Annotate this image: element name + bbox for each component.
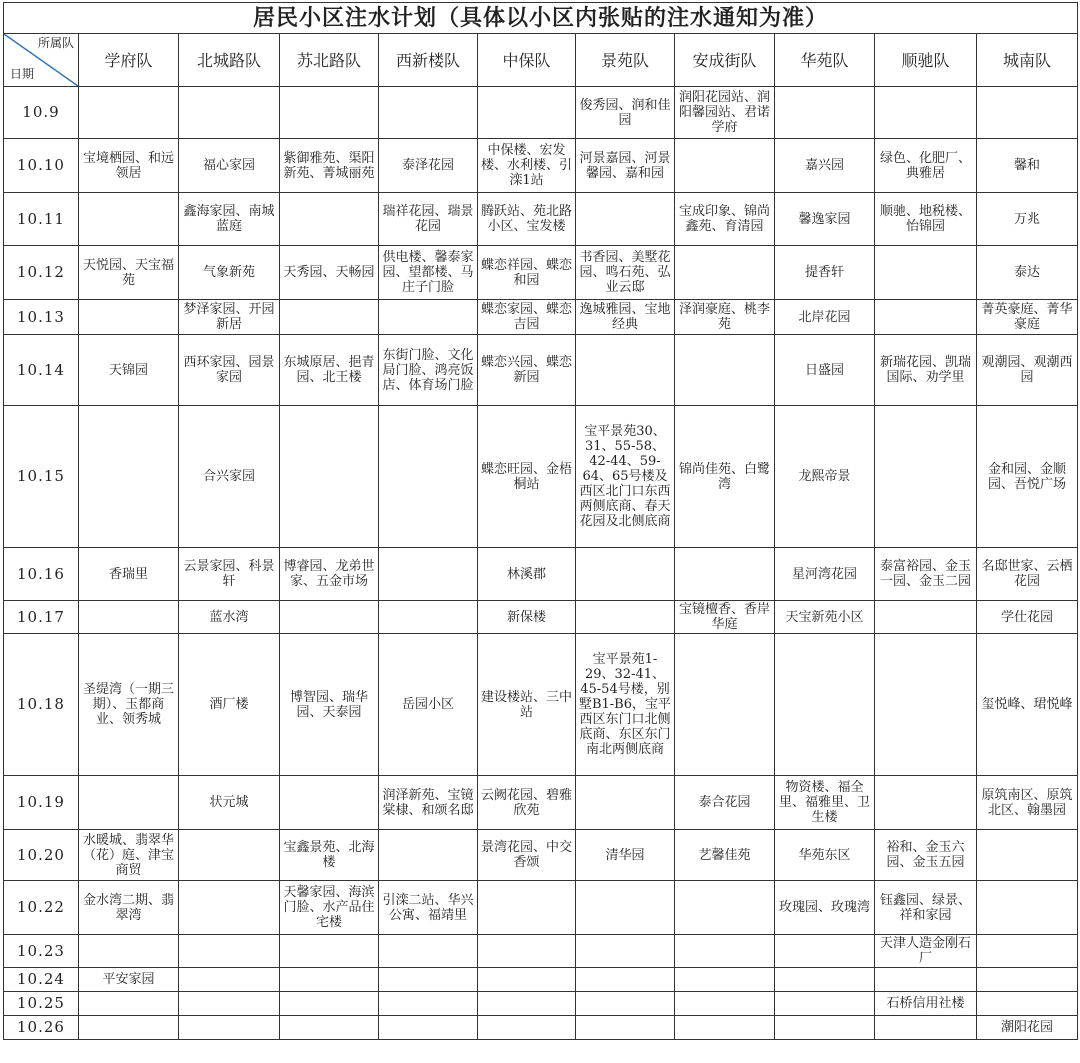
table-cell: 西环家园、园景家园 [179, 335, 280, 406]
table-cell: 万兆 [977, 193, 1078, 246]
table-cell [280, 300, 379, 335]
table-cell: 泰达 [977, 246, 1078, 300]
table-cell: 合兴家园 [179, 406, 280, 548]
column-header: 北城路队 [179, 34, 280, 87]
table-cell [379, 406, 478, 548]
table-row [4, 246, 1078, 300]
table-cell: 金水湾二期、翡翠湾 [79, 881, 179, 935]
table-cell: 紫御雅苑、渠阳新苑、菁城丽苑 [280, 139, 379, 193]
table-cell [775, 1016, 875, 1040]
table-cell [576, 968, 675, 992]
table-cell [875, 968, 977, 992]
row-date: 10.9 [4, 87, 79, 139]
table-cell [379, 992, 478, 1016]
table-row [4, 139, 1078, 193]
table-cell: 云阙花园、碧雅欣苑 [478, 776, 576, 830]
table-cell: 玫瑰园、玫瑰湾 [775, 881, 875, 935]
table-cell: 云景家园、科景轩 [179, 548, 280, 601]
table-cell [675, 548, 775, 601]
table-cell [576, 992, 675, 1016]
table-cell: 宝境栖园、和远领居 [79, 139, 179, 193]
row-date: 10.11 [4, 193, 79, 246]
table-cell [179, 881, 280, 935]
team-axis-label: 所属队 [37, 36, 74, 50]
table-cell: 宝鑫景苑、北海楼 [280, 830, 379, 881]
column-header: 学府队 [79, 34, 179, 87]
table-row [4, 335, 1078, 406]
column-header: 顺驰队 [875, 34, 977, 87]
table-cell [775, 968, 875, 992]
table-cell [379, 968, 478, 992]
row-date: 10.25 [4, 992, 79, 1016]
table-row [4, 406, 1078, 548]
table-cell [478, 992, 576, 1016]
table-cell: 泰富裕园、金玉一园、金玉二园 [875, 548, 977, 601]
table-cell: 平安家园 [79, 968, 179, 992]
table-cell: 润泽新苑、宝镜棠棣、和颂名邸 [379, 776, 478, 830]
table-cell: 潮阳花园 [977, 1016, 1078, 1040]
table-cell [179, 935, 280, 968]
table-cell: 河景嘉园、河景馨园、嘉和园 [576, 139, 675, 193]
table-cell: 馨逸家园 [775, 193, 875, 246]
table-cell [576, 193, 675, 246]
table-cell [675, 634, 775, 776]
table-cell [875, 1016, 977, 1040]
row-date: 10.19 [4, 776, 79, 830]
table-cell [379, 935, 478, 968]
table-row [4, 601, 1078, 634]
table-cell [775, 935, 875, 968]
table-cell [79, 601, 179, 634]
table-cell [675, 1016, 775, 1040]
table-cell [478, 881, 576, 935]
row-date: 10.14 [4, 335, 79, 406]
page-title: 居民小区注水计划（具体以小区内张贴的注水通知为准） [4, 3, 1078, 34]
table-cell: 观潮园、观潮西园 [977, 335, 1078, 406]
table-cell: 逸城雅园、宝地经典 [576, 300, 675, 335]
table-cell: 梦泽家园、开园新居 [179, 300, 280, 335]
table-cell: 菁英豪庭、菁华豪庭 [977, 300, 1078, 335]
table-cell [280, 1016, 379, 1040]
table-cell: 宝镜檀香、香岸华庭 [675, 601, 775, 634]
column-header: 华苑队 [775, 34, 875, 87]
table-cell: 天锦园 [79, 335, 179, 406]
table-cell: 新保楼 [478, 601, 576, 634]
table-row [4, 548, 1078, 601]
row-date: 10.15 [4, 406, 79, 548]
table-cell: 艺馨佳苑 [675, 830, 775, 881]
table-cell: 天津人造金刚石厂 [875, 935, 977, 968]
table-cell [79, 406, 179, 548]
column-header: 城南队 [977, 34, 1078, 87]
table-cell: 鑫海家园、南城蓝庭 [179, 193, 280, 246]
table-cell: 龙熙帝景 [775, 406, 875, 548]
row-date: 10.17 [4, 601, 79, 634]
table-cell: 林溪郡 [478, 548, 576, 601]
table-cell: 华苑东区 [775, 830, 875, 881]
table-cell [576, 601, 675, 634]
table-cell: 天秀园、天畅园 [280, 246, 379, 300]
table-cell: 俊秀园、润和佳园 [576, 87, 675, 139]
table-cell: 提香轩 [775, 246, 875, 300]
table-cell: 酒厂楼 [179, 634, 280, 776]
table-cell: 博睿园、龙弟世家、五金市场 [280, 548, 379, 601]
table-cell: 北岸花园 [775, 300, 875, 335]
table-cell [675, 881, 775, 935]
table-cell [977, 935, 1078, 968]
row-date: 10.23 [4, 935, 79, 968]
table-cell [379, 601, 478, 634]
table-cell [179, 968, 280, 992]
table-cell [675, 246, 775, 300]
table-cell: 引滦二站、华兴公寓、福靖里 [379, 881, 478, 935]
table-cell: 中保楼、宏发楼、水利楼、引滦1站 [478, 139, 576, 193]
date-axis-label: 日期 [10, 67, 35, 81]
table-cell [179, 1016, 280, 1040]
table-cell [775, 992, 875, 1016]
table-row [4, 1016, 1078, 1040]
table-cell [576, 335, 675, 406]
row-date: 10.12 [4, 246, 79, 300]
table-row [4, 935, 1078, 968]
column-header: 西新楼队 [379, 34, 478, 87]
table-cell [875, 406, 977, 548]
table-cell [179, 992, 280, 1016]
column-header: 景苑队 [576, 34, 675, 87]
table-cell: 建设楼站、三中站 [478, 634, 576, 776]
table-cell [79, 300, 179, 335]
table-cell [675, 139, 775, 193]
table-cell [675, 935, 775, 968]
table-cell: 玺悦峰、珺悦峰 [977, 634, 1078, 776]
table-cell [79, 87, 179, 139]
table-row [4, 87, 1078, 139]
table-cell [478, 1016, 576, 1040]
table-cell [478, 968, 576, 992]
table-cell: 蝶恋祥园、蝶恋和园 [478, 246, 576, 300]
corner-header-cell [4, 34, 79, 87]
table-cell [775, 634, 875, 776]
table-cell [977, 881, 1078, 935]
table-row [4, 776, 1078, 830]
table-cell [280, 935, 379, 968]
table-cell: 清华园 [576, 830, 675, 881]
table-cell [675, 335, 775, 406]
table-cell: 腾跃站、苑北路小区、宝发楼 [478, 193, 576, 246]
table-cell [379, 87, 478, 139]
table-cell [280, 776, 379, 830]
row-date: 10.24 [4, 968, 79, 992]
row-date: 10.10 [4, 139, 79, 193]
table-cell: 东街门脸、文化局门脸、鸿亮饭店、体育场门脸 [379, 335, 478, 406]
table-cell [280, 406, 379, 548]
table-cell [379, 830, 478, 881]
row-date: 10.13 [4, 300, 79, 335]
table-cell: 博智园、瑞华园、天泰园 [280, 634, 379, 776]
water-plan-table [3, 2, 1078, 1040]
table-cell [875, 87, 977, 139]
table-cell: 润阳花园站、润阳馨园站、君诺学府 [675, 87, 775, 139]
table-cell: 泰泽花园 [379, 139, 478, 193]
table-cell: 蝶恋旺园、金梧桐站 [478, 406, 576, 548]
table-cell: 泽润豪庭、桃李苑 [675, 300, 775, 335]
table-cell [675, 992, 775, 1016]
table-cell [775, 87, 875, 139]
table-row [4, 634, 1078, 776]
table-cell: 日盛园 [775, 335, 875, 406]
table-cell [576, 881, 675, 935]
table-body [4, 87, 1078, 1040]
table-cell: 供电楼、馨泰家园、望都楼、马庄子门脸 [379, 246, 478, 300]
table-cell [280, 87, 379, 139]
table-cell: 水暖城、翡翠华（花）庭、津宝商贸 [79, 830, 179, 881]
table-cell [79, 935, 179, 968]
table-row [4, 968, 1078, 992]
table-cell: 物资楼、福全里、福雅里、卫生楼 [775, 776, 875, 830]
table-cell: 宝平景苑30、31、55-58、42-44、59-64、65号楼及西区北门口东西两侧底商、春天花园及北侧底商 [576, 406, 675, 548]
table-cell: 宝成印象、锦尚鑫苑、育清园 [675, 193, 775, 246]
table-cell: 学仕花园 [977, 601, 1078, 634]
table-cell: 蝶恋兴园、蝶恋新园 [478, 335, 576, 406]
table-cell: 东城原居、挹青园、北王楼 [280, 335, 379, 406]
table-cell [379, 548, 478, 601]
table-cell [977, 992, 1078, 1016]
table-cell: 景湾花园、中交香颂 [478, 830, 576, 881]
table-cell [977, 87, 1078, 139]
table-cell: 锦尚佳苑、白鹭湾 [675, 406, 775, 548]
table-cell [576, 935, 675, 968]
table-cell [576, 776, 675, 830]
table-cell: 星河湾花园 [775, 548, 875, 601]
table-cell: 钰鑫园、绿景、祥和家园 [875, 881, 977, 935]
table-cell [478, 935, 576, 968]
table-cell: 石桥信用社楼 [875, 992, 977, 1016]
table-cell [280, 992, 379, 1016]
row-date: 10.22 [4, 881, 79, 935]
table-cell: 书香园、美墅花园、鸣石苑、弘业云邸 [576, 246, 675, 300]
table-cell: 泰合花园 [675, 776, 775, 830]
table-cell [79, 776, 179, 830]
column-header: 苏北路队 [280, 34, 379, 87]
table-cell [875, 634, 977, 776]
table-cell: 新瑞花园、凯瑞国际、劝学里 [875, 335, 977, 406]
table-cell: 蝶恋家园、蝶恋吉园 [478, 300, 576, 335]
table-cell [79, 992, 179, 1016]
table-cell [379, 300, 478, 335]
table-cell: 状元城 [179, 776, 280, 830]
table-cell [79, 193, 179, 246]
table-cell [280, 968, 379, 992]
table-cell: 气象新苑 [179, 246, 280, 300]
table-cell [675, 968, 775, 992]
header-row [4, 34, 1078, 87]
table-cell: 天悦园、天宝福苑 [79, 246, 179, 300]
table-cell: 蓝水湾 [179, 601, 280, 634]
table-cell [379, 1016, 478, 1040]
table-cell [478, 87, 576, 139]
table-cell [280, 601, 379, 634]
row-date: 10.18 [4, 634, 79, 776]
table-row [4, 193, 1078, 246]
table-cell: 圣缇湾（一期三期）、玉都商业、领秀城 [79, 634, 179, 776]
table-cell [875, 601, 977, 634]
table-cell: 原筑南区、原筑北区、翰墨园 [977, 776, 1078, 830]
table-cell: 绿色、化肥厂、典雅居 [875, 139, 977, 193]
table-cell: 天馨家园、海滨门脸、水产品住宅楼 [280, 881, 379, 935]
table-cell [576, 1016, 675, 1040]
table-cell: 香瑞里 [79, 548, 179, 601]
table-row [4, 830, 1078, 881]
table-cell: 金和园、金顺园、吾悦广场 [977, 406, 1078, 548]
row-date: 10.26 [4, 1016, 79, 1040]
table-cell [977, 968, 1078, 992]
table-cell [875, 300, 977, 335]
table-row [4, 992, 1078, 1016]
table-cell: 天宝新苑小区 [775, 601, 875, 634]
table-cell [977, 830, 1078, 881]
table-cell [179, 830, 280, 881]
table-cell: 岳园小区 [379, 634, 478, 776]
table-cell: 裕和、金玉六园、金玉五园 [875, 830, 977, 881]
table-cell [179, 87, 280, 139]
table-row [4, 881, 1078, 935]
table-cell: 福心家园 [179, 139, 280, 193]
table-cell: 馨和 [977, 139, 1078, 193]
table-cell [875, 776, 977, 830]
table-cell: 顺驰、地税楼、怡锦园 [875, 193, 977, 246]
table-cell: 嘉兴园 [775, 139, 875, 193]
column-header: 安成街队 [675, 34, 775, 87]
table-cell [576, 548, 675, 601]
table-cell [79, 1016, 179, 1040]
table-cell [280, 193, 379, 246]
table-cell [875, 246, 977, 300]
row-date: 10.16 [4, 548, 79, 601]
table-cell: 宝平景苑1-29、32-41、45-54号楼，别墅B1-B6，宝平西区东门口北侧底商、东区东门南北两侧底商 [576, 634, 675, 776]
row-date: 10.20 [4, 830, 79, 881]
table-row [4, 300, 1078, 335]
table-cell: 名邸世家、云栖花园 [977, 548, 1078, 601]
column-header: 中保队 [478, 34, 576, 87]
table-cell: 瑞祥花园、瑞景花园 [379, 193, 478, 246]
